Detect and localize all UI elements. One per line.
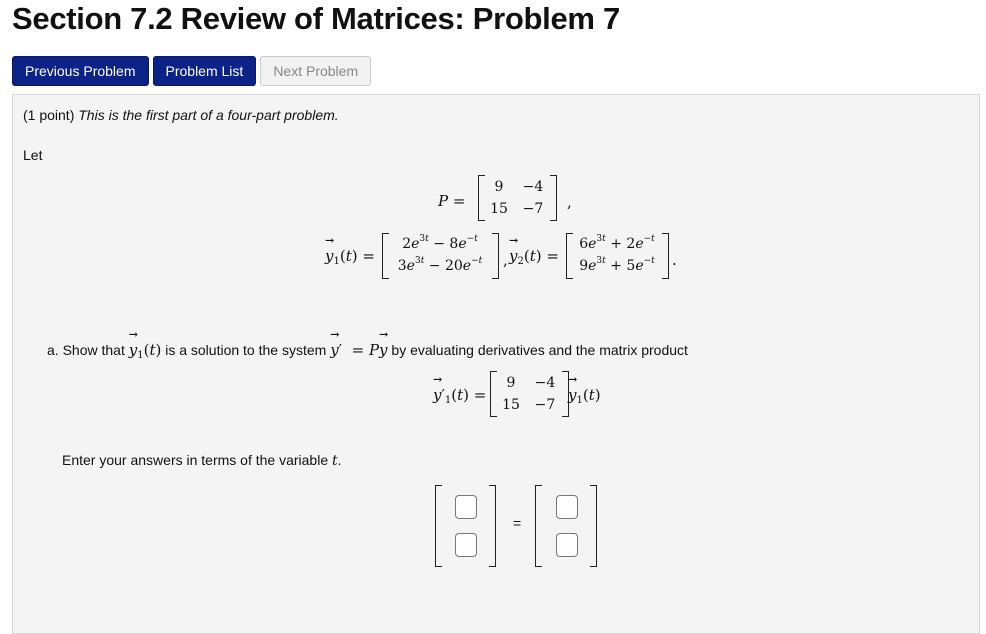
comma: , — [503, 251, 508, 269]
answer-input-rhs-2[interactable] — [556, 533, 578, 557]
y2-label: → $y_2(t)$ = — [509, 247, 559, 265]
y2-entry-1: $6e^{3t} + 2e^{-t}$ — [579, 234, 655, 252]
enter-instructions: Enter your answers in terms of the variable t. — [62, 452, 342, 469]
eq-cell: −4 — [534, 375, 556, 391]
answer-area — [435, 485, 605, 571]
y1-vector — [382, 233, 500, 281]
eq-cell: −7 — [534, 397, 556, 413]
p-matrix — [478, 175, 560, 223]
eq-cell: 9 — [506, 375, 516, 391]
part-a-statement: a. Show that → $y_1(t)$ is a solution to the system → y′ = P→ y by evaluating derivatives and the matrix product — [47, 341, 688, 359]
problem-body — [12, 94, 980, 634]
comma: , — [567, 193, 572, 211]
answer-right-bracket-2 — [590, 485, 597, 567]
y2-right-bracket — [662, 233, 669, 279]
eq-cell: 15 — [502, 397, 520, 413]
let-text: Let — [23, 147, 43, 163]
previous-problem-button[interactable]: Previous Problem — [12, 56, 149, 86]
variable-t: t — [332, 453, 338, 469]
answer-input-rhs-1[interactable] — [556, 495, 578, 519]
p-label: P = — [438, 192, 466, 210]
p-cell: −7 — [522, 201, 544, 217]
answer-input-lhs-1[interactable] — [455, 495, 477, 519]
equation-matrix — [490, 371, 572, 419]
next-problem-button: Next Problem — [260, 56, 371, 86]
part-a-mid: is a solution to the system — [165, 342, 327, 358]
period: . — [672, 251, 677, 269]
problem-intro: This is the first part of a four-part problem. — [78, 107, 339, 123]
page-title: Section 7.2 Review of Matrices: Problem 7 — [12, 1, 620, 36]
answer-right-bracket-1 — [489, 485, 496, 567]
answer-left-bracket-1 — [435, 485, 442, 567]
y2-vector — [566, 233, 670, 281]
y1-entry-2: $3e^{3t} - 20e^{-t}$ — [397, 256, 483, 274]
p-cell: −4 — [522, 179, 544, 195]
y1-factor: → $y_1(t)$ — [568, 386, 601, 404]
y1-prime-label: → $y'_1(t)$ = — [433, 386, 486, 404]
p-right-bracket — [550, 175, 557, 221]
part-a-prefix: a. Show that — [47, 342, 125, 358]
y1-right-bracket — [492, 233, 499, 279]
problem-list-button[interactable]: Problem List — [153, 56, 257, 86]
part-a-suffix: by evaluating derivatives and the matrix product — [391, 342, 688, 358]
y1-label: → $y_1(t)$ = — [325, 247, 375, 265]
y1-entry-1: $2e^{3t} - 8e^{-t}$ — [402, 234, 478, 252]
points-label: (1 point) — [23, 107, 75, 123]
problem-header — [23, 107, 339, 123]
enter-prefix: Enter your answers in terms of the variable — [62, 452, 329, 468]
y2-entry-2: $9e^{3t} + 5e^{-t}$ — [579, 256, 655, 274]
answer-equals: = — [513, 515, 522, 531]
answer-input-lhs-2[interactable] — [455, 533, 477, 557]
p-cell: 15 — [490, 201, 508, 217]
answer-left-bracket-2 — [535, 485, 542, 567]
p-cell: 9 — [494, 179, 504, 195]
problem-navigation — [12, 56, 371, 86]
